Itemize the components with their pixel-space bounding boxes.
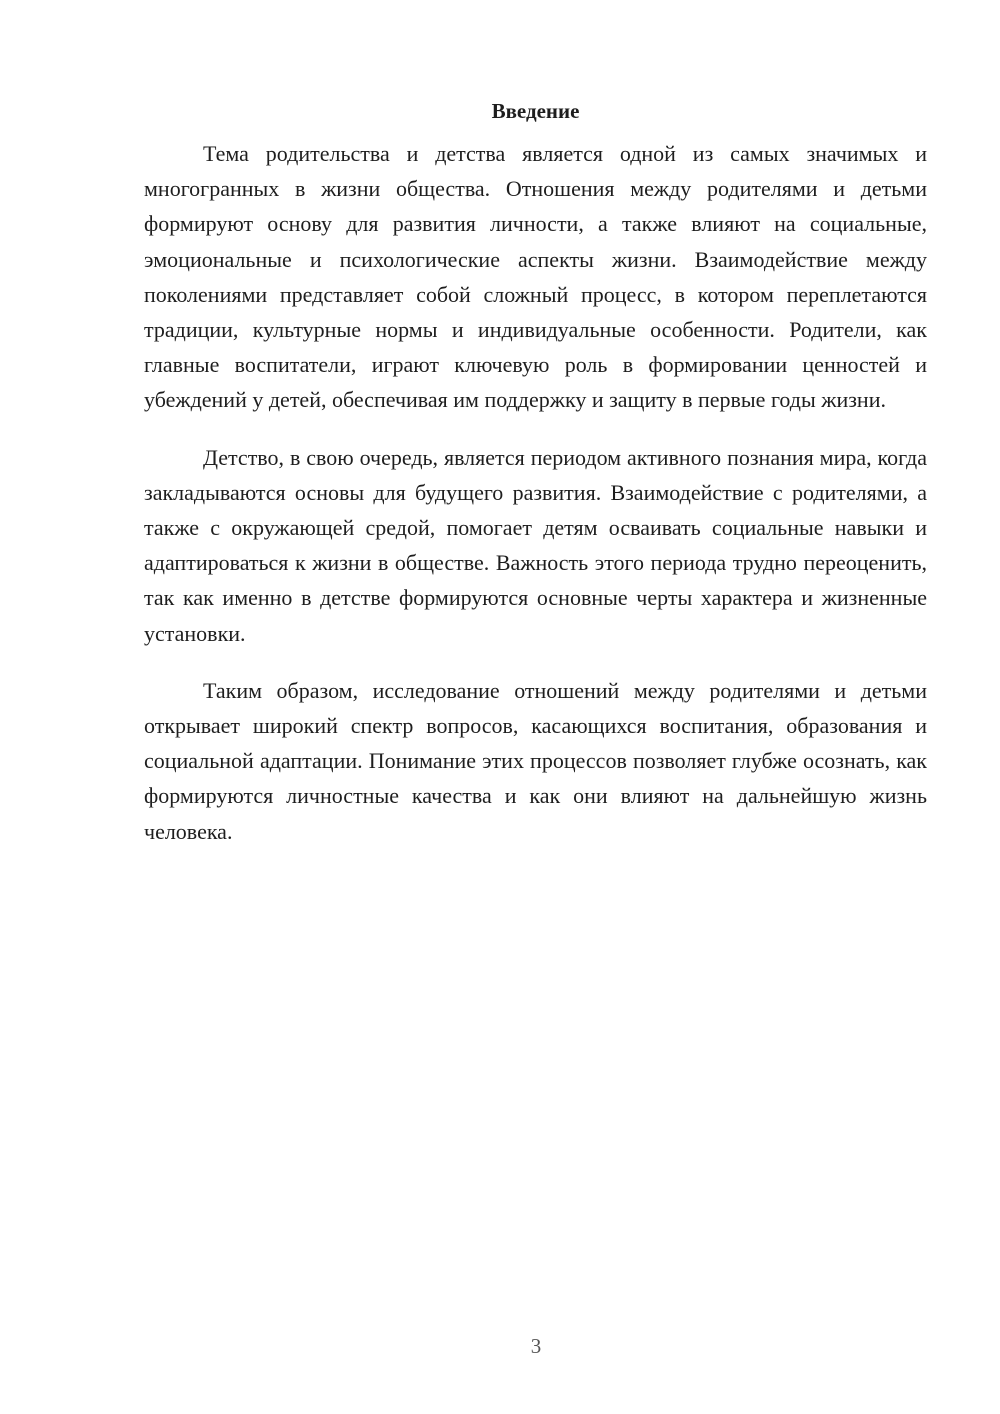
page-heading: Введение [491,99,580,123]
page-number: 3 [530,1334,542,1358]
paragraph-1: Тема родительства и детства является одной из самых значимых и многогранных в жизни общества. Отношения между родителями и детьми формируют основу для развития личности, а также влияют на социальные, эмоциональные и психологические аспекты жизни. Взаимодействие между поколениями представляет собой сложный процесс, в котором переплетаются традиции, культурные нормы и индивидуальные особенности. Родители, как главные воспитатели, играют ключевую роль в формировании ценностей и убеждений у детей, обеспечивая им поддержку и защиту в первые годы жизни. [144,141,927,413]
paragraph-3: Таким образом, исследование отношений между родителями и детьми открывает широкий спектр вопросов, касающихся воспитания, образования и социальной адаптации. Понимание этих процессов позволяет глубже осознать, как формируются личностные качества и как они влияют на дальнейшую жизнь человека. [144,677,927,844]
paragraph-2: Детство, в свою очередь, является периодом активного познания мира, когда закладываются основы для будущего развития. Взаимодействие с родителями, а также с окружающей средой, помогает детям осваивать социальные навыки и адаптироваться к жизни в обществе. Важность этого периода трудно переоценить, так как именно в детстве формируются основные черты характера и жизненные установки. [144,444,927,646]
page-content [144,96,927,871]
